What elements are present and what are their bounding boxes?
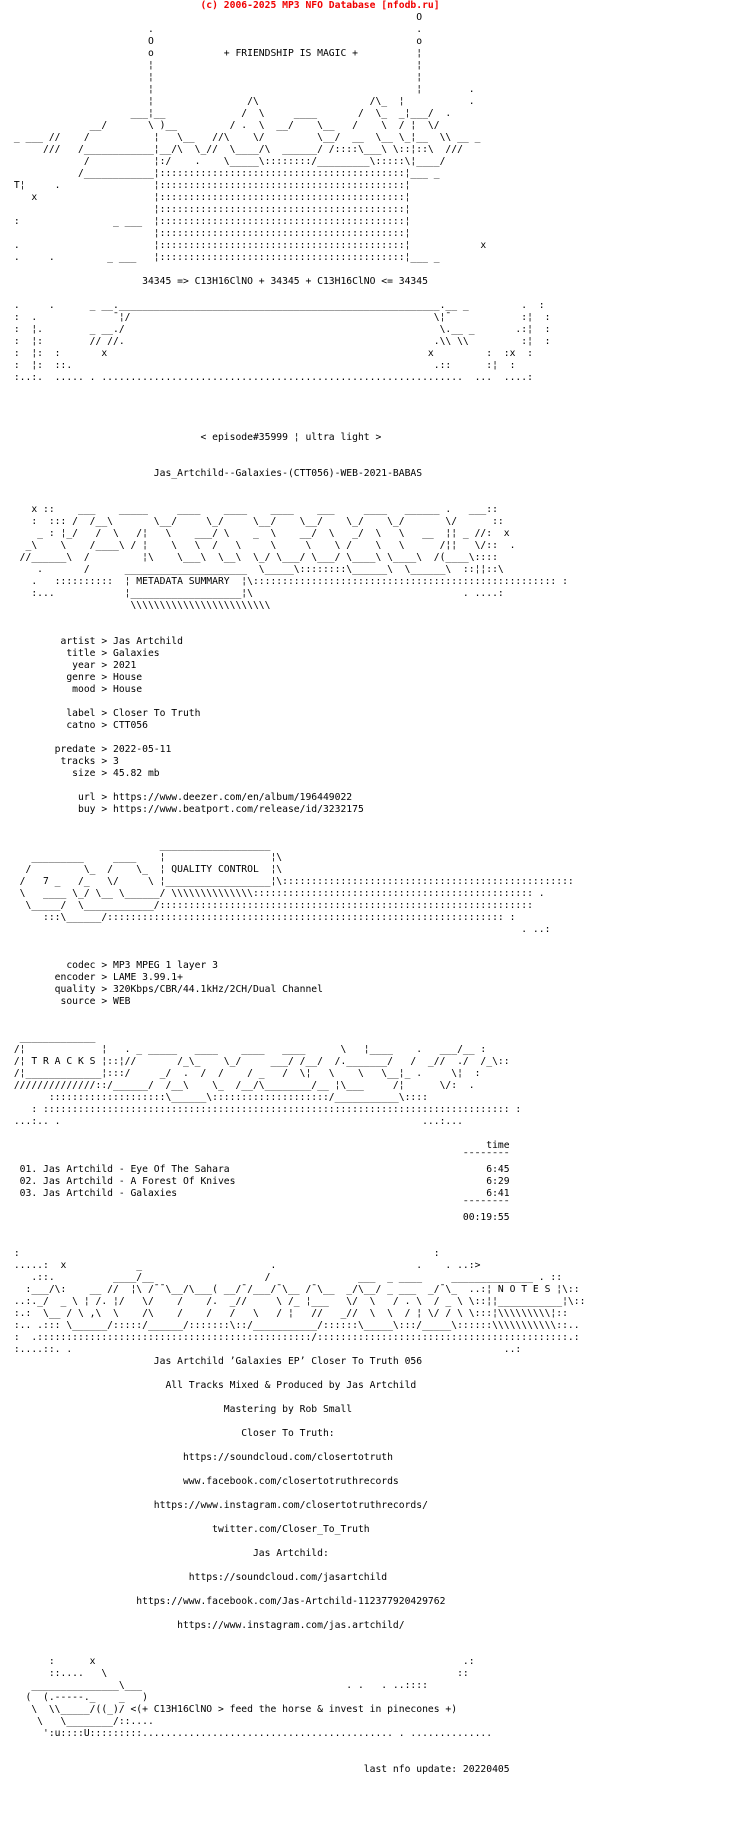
metadata-banner-line: . / _____________________ \_____\::::::::\______\ \______\ ::¦¦::\ <box>8 564 504 575</box>
release-name-line: Jas_Artchild--Galaxies-(CTT056)-WEB-2021-BABAS <box>8 468 423 479</box>
quality-banner-line: \_____/ \____________/:::::::::::::::::::::::::::::::::::::::::::::::::::::::::::::::: <box>8 900 533 911</box>
metadata-banner-line: :... ¦___________________¦\ . ....: <box>8 588 504 599</box>
top-art-line: :..:. ..... . .............................................................. ... ....: <box>8 372 533 383</box>
top-art-line: 34345 => C13H16ClNO + 34345 + C13H16ClNO <= 34345 <box>8 276 428 287</box>
notes-banner-line: ..:._/ _ \ ¦ /. ¦/ \/ / /. _// \ /_ ¦___ \/ \ / . \ / _ \ \::¦¦___________¦\:: <box>8 1296 586 1307</box>
quality-encoder-line: encoder > LAME 3.99.1+ <box>8 972 183 983</box>
top-art-line: O <box>8 12 423 23</box>
spacer-line <box>8 420 585 432</box>
top-art-line: __/ \ )__ / . \ __/ \__ / \ / ¦ \/ <box>8 120 440 131</box>
top-art-line: . . _ __._______________________________________________________.__ _ . : <box>8 300 545 311</box>
top-art-line: ¦ ¦ <box>8 60 423 71</box>
horse-art-line: ::.... \ :: <box>8 1668 469 1679</box>
spacer-line <box>8 1788 585 1800</box>
time-header-line: time <box>8 1140 510 1151</box>
notes-line: www.facebook.com/closertotruthrecords <box>8 1476 399 1487</box>
top-art-line: . ¦::::::::::::::::::::::::::::::::::::::::::¦ x <box>8 240 487 251</box>
metadata-title-line: title > Galaxies <box>8 648 160 659</box>
track-row: 03. Jas Artchild - Galaxies 6:41 <box>8 1188 510 1199</box>
notes-line: https://www.instagram.com/jas.artchild/ <box>8 1620 405 1631</box>
top-art-line: ¦ ¦ . <box>8 84 475 95</box>
spacer-line <box>8 1740 585 1752</box>
spacer-line <box>8 456 585 468</box>
top-art-line: : ¦: ::. .:: :¦ : <box>8 360 516 371</box>
notes-banner-line: .::. ____/__ / ___ _ ____ ______________ . :: <box>8 1272 563 1283</box>
metadata-artist-line: artist > Jas Artchild <box>8 636 183 647</box>
metadata-banner-line: _\ \ /____\ / ¦ \ \ / \ \ \ \ / \ \ /¦¦ \/:: . <box>8 540 516 551</box>
spacer-line <box>8 396 585 408</box>
top-art-line: ¦::::::::::::::::::::::::::::::::::::::::::¦ <box>8 204 411 215</box>
tracklist-separator-line: ¯¯¯¯¯¯¯¯ <box>8 1200 510 1211</box>
top-art-line <box>8 264 585 276</box>
notes-line: twitter.com/Closer_To_Truth <box>8 1524 370 1535</box>
top-art-line: : ¦: : x x : :x : <box>8 348 533 359</box>
top-art-line: O o <box>8 36 423 47</box>
spacer-line <box>8 780 585 792</box>
tracks-banner-line: _____________ <box>8 1032 96 1043</box>
spacer-line <box>8 948 585 960</box>
notes-line: Mastering by Rob Small <box>8 1404 353 1415</box>
spacer-line <box>8 1236 585 1248</box>
horse-art-line: _______________\___ . . . ..:::: <box>8 1680 428 1691</box>
top-art-line: ¦::::::::::::::::::::::::::::::::::::::::::¦ <box>8 228 411 239</box>
spacer-line <box>8 936 585 948</box>
spacer-line <box>8 1224 585 1236</box>
quality-banner-line: :::\______/:::::::::::::::::::::::::::::::::::::::::::::::::::::::::::::::::::: : <box>8 912 516 923</box>
metadata-catno-line: catno > CTT056 <box>8 720 148 731</box>
metadata-label-line: label > Closer To Truth <box>8 708 201 719</box>
top-art-line: : ¦. _ __./ \.__ _ .:¦ : <box>8 324 551 335</box>
horse-art-line: ( (.-----._ _ ) <box>8 1692 148 1703</box>
top-art-line: ¦ /\ /\_ ¦ . <box>8 96 475 107</box>
spacer-line <box>8 1608 585 1620</box>
top-art-line: /// /____________¦__/\ \_// \____/\ ______/ /::::\___\ \::¦::\ /// <box>8 144 463 155</box>
spacer-line <box>8 1368 585 1380</box>
horse-art-line: \ \________/::.... <box>8 1716 154 1727</box>
tracks-banner-line: : :::::::::::::::::::::::::::::::::::::::::::::::::::::::::::::::::::::::::::::::: : <box>8 1104 522 1115</box>
top-art-line: . . _ ___ ¦::::::::::::::::::::::::::::::::::::::::::¦___ _ <box>8 252 440 263</box>
quality-codec-line: codec > MP3 MPEG 1 layer 3 <box>8 960 218 971</box>
horse-art-line: ':u::::U:::::::::........................................... . .............. <box>8 1728 493 1739</box>
notes-line: Jas Artchild: <box>8 1548 329 1559</box>
notes-line: Closer To Truth: <box>8 1428 335 1439</box>
spacer-line <box>8 1488 585 1500</box>
metadata-size-line: size > 45.82 mb <box>8 768 160 779</box>
metadata-genre-line: genre > House <box>8 672 143 683</box>
notes-banner-line: : .:::::::::::::::::::::::::::::::::::::::::::::::/:::::::::::::::::::::::::::::::::::::::::::.: <box>8 1332 580 1343</box>
metadata-banner-line: x :: ___ _____ ____ ____ ____ ___ ____ ______ . ___:: <box>8 504 498 515</box>
top-art-line: ¦ ¦ <box>8 72 423 83</box>
tracks-banner-line: /¦ T R A C K S ¦::¦// /_\_ \_/ ___/ /__/ /._______/ / _// ./ /_\:: <box>8 1056 510 1067</box>
metadata-banner-line: \\\\\\\\\\\\\\\\\\\\\\\\ <box>8 600 271 611</box>
metadata-year-line: year > 2021 <box>8 660 137 671</box>
spacer-line <box>8 1752 585 1764</box>
spacer-line <box>8 1020 585 1032</box>
top-art-line: : _ ___ ¦::::::::::::::::::::::::::::::::::::::::::¦ <box>8 216 411 227</box>
notes-banner-line: : : <box>8 1248 440 1259</box>
notes-line: https://www.facebook.com/Jas-Artchild-112377920429762 <box>8 1596 446 1607</box>
quality-quality-line: quality > 320Kbps/CBR/44.1kHz/2CH/Dual Channel <box>8 984 323 995</box>
quality-banner-line: . ..: <box>8 924 551 935</box>
horse-art-line: : x .: <box>8 1656 475 1667</box>
track-row: 01. Jas Artchild - Eye Of The Sahara 6:45 <box>8 1164 510 1175</box>
last-update-line: last nfo update: 20220405 <box>8 1764 510 1775</box>
spacer-line <box>8 696 585 708</box>
metadata-predate-line: predate > 2022-05-11 <box>8 744 172 755</box>
spacer-line <box>8 492 585 504</box>
top-art-line: /____________¦::::::::::::::::::::::::::::::::::::::::::¦___ _ <box>8 168 440 179</box>
spacer-line <box>8 480 585 492</box>
notes-line: https://soundcloud.com/jasartchild <box>8 1572 388 1583</box>
spacer-line <box>8 1632 585 1644</box>
notes-line: https://soundcloud.com/closertotruth <box>8 1452 393 1463</box>
nfo-document <box>8 0 585 1824</box>
quality-banner-line: _________ ____ ¦ ¦\ <box>8 852 283 863</box>
total-time-line: 00:19:55 <box>8 1212 510 1223</box>
metadata-banner-line: . :::::::::: ¦ METADATA SUMMARY ¦\:::::::::::::::::::::::::::::::::::::::::::::::::::: : <box>8 576 568 587</box>
spacer-line <box>8 1584 585 1596</box>
spacer-line <box>8 1560 585 1572</box>
spacer-line <box>8 1128 585 1140</box>
top-art-line: ___¦__ / \ ____ / \_ _¦___/ . <box>8 108 452 119</box>
track-row: 02. Jas Artchild - A Forest Of Knives 6:29 <box>8 1176 510 1187</box>
notes-banner-line: :.. .::: \______/:::::/______/:::::::\::/___________/::::::\_____\:::/_____\::::::\\\\\\\\\\\::.. <box>8 1320 580 1331</box>
spacer-line <box>8 1812 585 1824</box>
spacer-line <box>8 816 585 828</box>
top-art-line: o + FRIENDSHIP IS MAGIC + ¦ <box>8 48 423 59</box>
notes-line: Jas Artchild ’Galaxies EP’ Closer To Truth 056 <box>8 1356 423 1367</box>
spacer-line <box>8 408 585 420</box>
copyright-line: (c) 2006-2025 MP3 NFO Database [nfodb.ru] <box>8 0 440 11</box>
tracks-banner-line: /¦_____________¦:::/ _/ . / / / _ / \¦ \ \ \__¦_ . \¦ : <box>8 1068 481 1079</box>
horse-art-line: \ \\_____/((_)/ <(+ C13H16ClNO > feed the horse & invest in pinecones +) <box>8 1704 458 1715</box>
quality-banner-line: / \_ / \_ ¦ QUALITY CONTROL ¦\ <box>8 864 283 875</box>
metadata-buy-line: buy > https://www.beatport.com/release/id/3232175 <box>8 804 364 815</box>
notes-banner-line: :.: \__ / \ ,\ \ /\ / / / \ / ¦ // _// \ \ / ¦ \/ / \ \:::¦\\\\\\\\\¦:: <box>8 1308 568 1319</box>
top-art-line <box>8 288 585 300</box>
spacer-line <box>8 1512 585 1524</box>
notes-banner-line: .....: x _ . . . ..:> <box>8 1260 481 1271</box>
spacer-line <box>8 828 585 840</box>
top-art-line: _ ___ // / ¦ \__ //\ \/ \__/ __ \__ \_¦__ \\ __ _ <box>8 132 481 143</box>
top-art-line: . . <box>8 24 423 35</box>
spacer-line <box>8 1644 585 1656</box>
metadata-mood-line: mood > House <box>8 684 143 695</box>
spacer-line <box>8 1008 585 1020</box>
notes-banner-line: :___/\: __ // ¦\ /¯¯\__/\___( __/¯/___/¯\__ /¯\__ _/\__/ _ ___ _/¯\_ ..:¦ N O T E S ¦\:: <box>8 1284 580 1295</box>
top-art-line: T¦ . ¦::::::::::::::::::::::::::::::::::::::::::¦ <box>8 180 411 191</box>
spacer-line <box>8 1416 585 1428</box>
top-art-line: x ¦::::::::::::::::::::::::::::::::::::::::::¦ <box>8 192 411 203</box>
spacer-line <box>8 444 585 456</box>
notes-line: https://www.instagram.com/closertotruthrecords/ <box>8 1500 428 1511</box>
top-art-line: : . ¯¦/ \¦¯ :¦ : <box>8 312 551 323</box>
metadata-banner-line <box>8 612 585 624</box>
tracks-banner-line: ...:.. . ...:... <box>8 1116 463 1127</box>
quality-banner-line: / 7 _ /_ \/ \ ¦__________________¦\:::::::::::::::::::::::::::::::::::::::::::::::::: <box>8 876 574 887</box>
spacer-line <box>8 1464 585 1476</box>
tracklist-separator-line: ¯¯¯¯¯¯¯¯ <box>8 1152 510 1163</box>
metadata-banner-line: _ : ¦_/ / \ /¦ \ ___/ \ _ \ __/ \ _/ \ \ __ ¦¦ _ //: x <box>8 528 510 539</box>
episode-line: < episode#35999 ¦ ultra light > <box>8 432 382 443</box>
spacer-line <box>8 1392 585 1404</box>
tracks-banner-line: ::::::::::::::::::::\______\::::::::::::::::::::/___________\:::: <box>8 1092 428 1103</box>
spacer-line <box>8 732 585 744</box>
tracks-banner-line: //////////////::/______/ /__\ \_ /__/\________/__ ¦\___ /¦ \/: . <box>8 1080 475 1091</box>
metadata-url-line: url > https://www.deezer.com/en/album/196449022 <box>8 792 353 803</box>
top-art-line: : ¦: // //. .\\ \\ :¦ : <box>8 336 551 347</box>
quality-banner-line: ___________________ <box>8 840 271 851</box>
notes-line: All Tracks Mixed & Produced by Jas Artchild <box>8 1380 417 1391</box>
metadata-tracks-line: tracks > 3 <box>8 756 119 767</box>
spacer-line <box>8 1440 585 1452</box>
spacer-line <box>8 1536 585 1548</box>
spacer-line <box>8 624 585 636</box>
notes-banner-line: :....::. . ..: <box>8 1344 522 1355</box>
quality-source-line: source > WEB <box>8 996 131 1007</box>
top-art-line <box>8 384 585 396</box>
metadata-banner-line: : ::: / /__\ \__/ \_/ \__/ \__/ \_/ \_/ \/ :: <box>8 516 504 527</box>
tracks-banner-line: /¦ ¦ . _ _____ ____ ____ ____ \ ¦____ . ___/__ : <box>8 1044 487 1055</box>
top-art-line: / ¦:/ . \_____\::::::::/_________\:::::\¦____/ <box>8 156 446 167</box>
spacer-line <box>8 1800 585 1812</box>
quality-banner-line: \ ____ \_/ \__ \______/ \\\\\\\\\\\\\\:::::::::::::::::::::::::::::::::::::::::::::::: . <box>8 888 545 899</box>
spacer-line <box>8 1776 585 1788</box>
metadata-banner-line: //______\ / ¦\ \___\ \__\ \_/ \___/ \___/ \____\ \____\ /(____\:::: <box>8 552 498 563</box>
